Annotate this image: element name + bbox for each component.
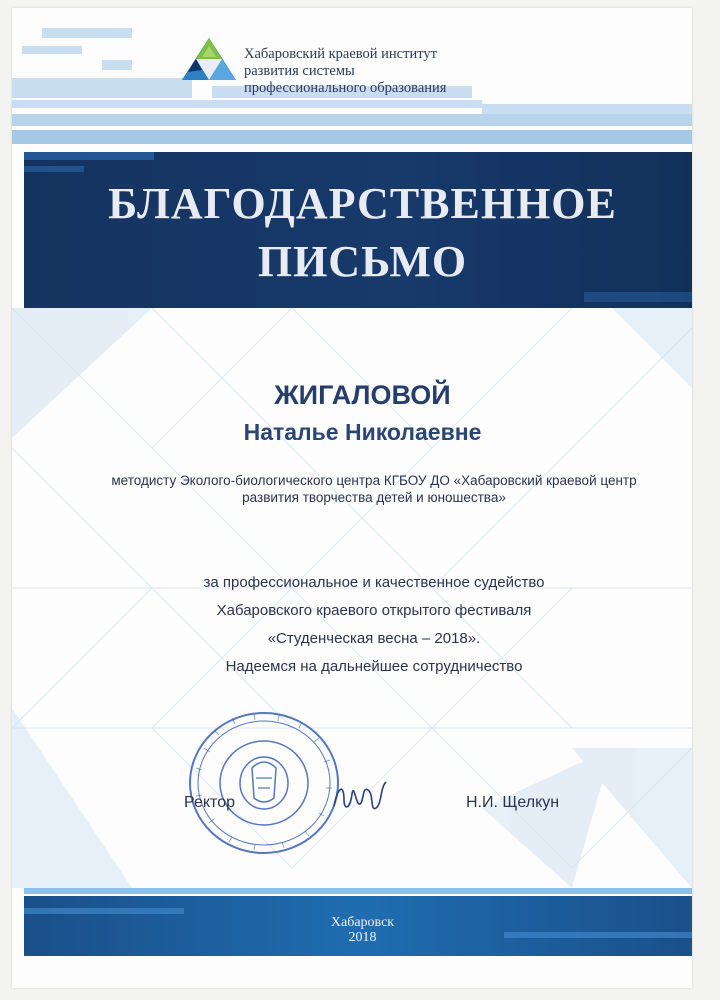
recipient-surname: ЖИГАЛОВОЙ (274, 380, 451, 410)
recipient-given-names: Наталье Николаевне (243, 419, 482, 445)
reason-line-2: Хабаровского краевого открытого фестиваля (216, 602, 532, 619)
institute-line-1: Хабаровский краевой институт (244, 46, 437, 62)
institute-line-2: развития системы (244, 63, 355, 79)
reason-line-3: «Студенческая весна – 2018». (267, 630, 481, 647)
institute-line-3: профессионального образования (244, 80, 447, 96)
recipient-position-line-1: методисту Эколого-биологического центра КГБОУ ДО «Хабаровский краевой центр (111, 473, 637, 488)
footer-city: Хабаровск (330, 915, 395, 930)
official-stamp-icon (184, 708, 344, 858)
institute-name (244, 46, 446, 97)
signature-role: Ректор (184, 794, 235, 811)
title-line-1: БЛАГОДАРСТВЕННОЕ (108, 179, 617, 228)
triangle-mosaic-logo-icon (180, 36, 238, 82)
signatory-name: Н.И. Щелкун (466, 794, 560, 811)
title-line-2: ПИСЬМО (257, 237, 468, 286)
footer-year: 2018 (348, 930, 377, 945)
reason-line-4: Надеемся на дальнейшее сотрудничество (225, 658, 523, 675)
reason-line-1: за профессиональное и качественное судейство (203, 574, 545, 591)
handwritten-signature-icon (330, 776, 390, 820)
recipient-position-line-2: развития творчества детей и юношества» (242, 490, 506, 505)
certificate-page (12, 8, 692, 988)
